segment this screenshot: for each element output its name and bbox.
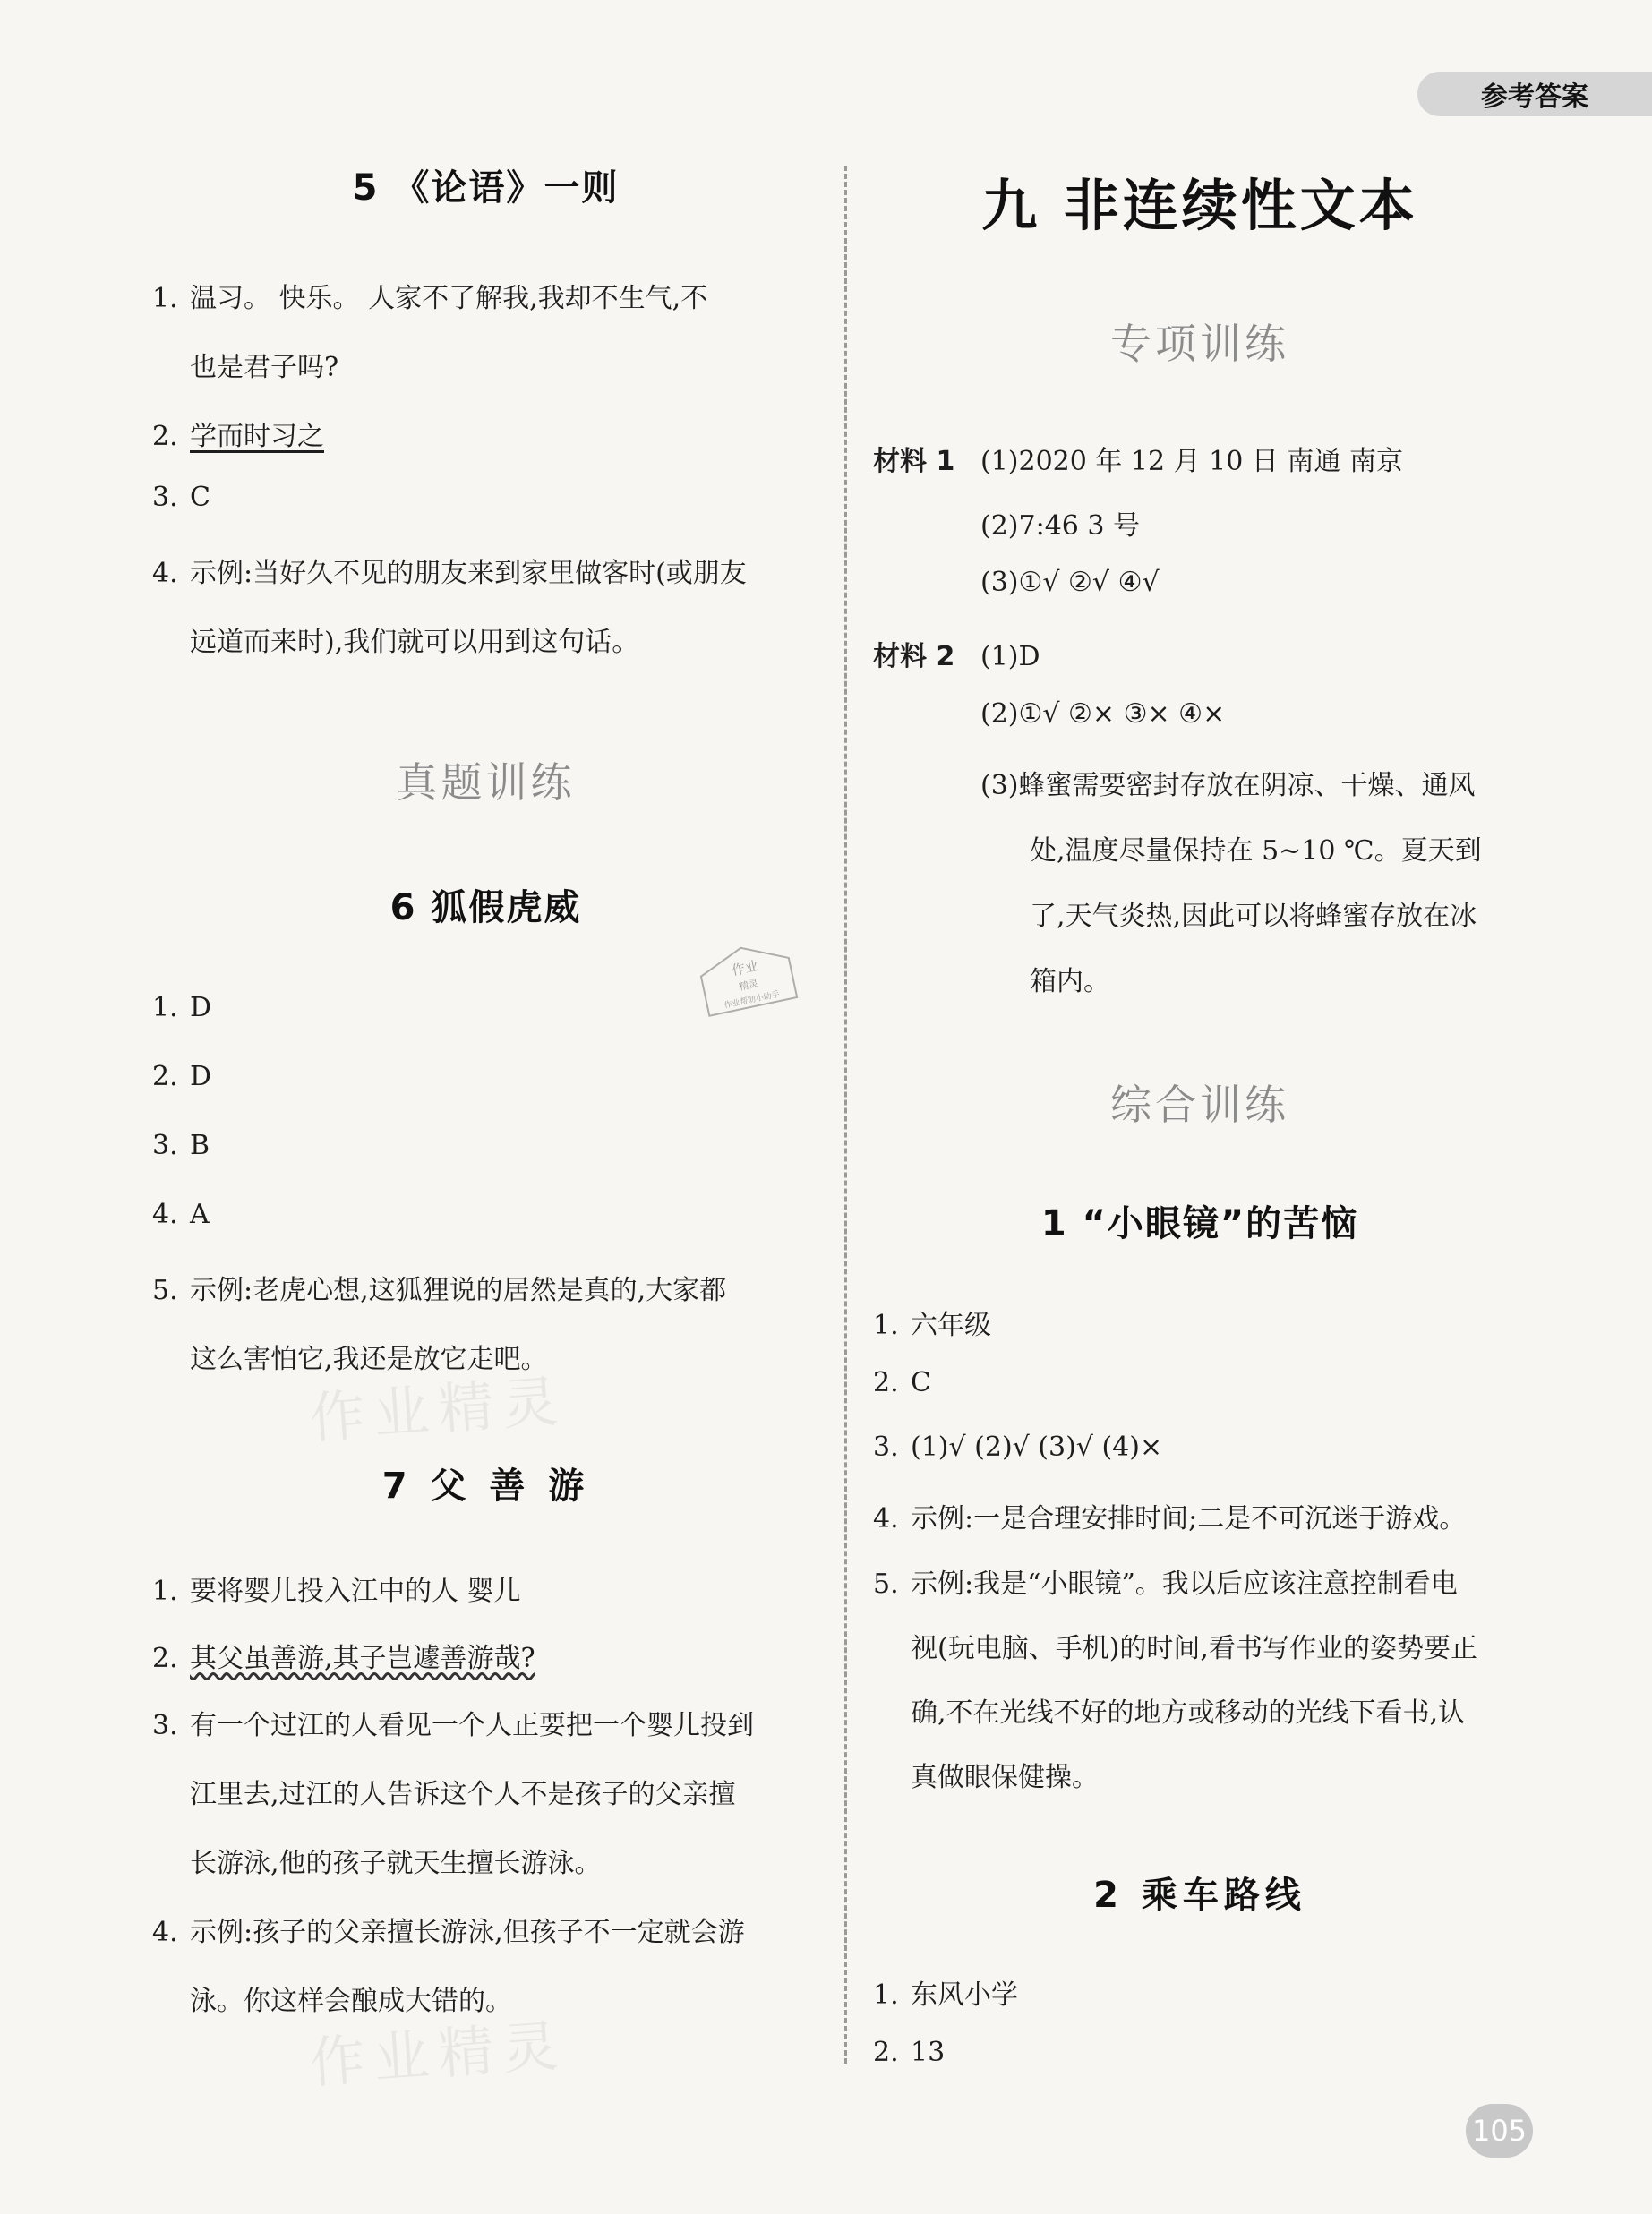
list-item: 2. C [873, 1367, 931, 1398]
watermark-text: 作业精灵 [307, 2013, 569, 2096]
list-item-cont: 远道而来时),我们就可以用到这句话。 [190, 627, 639, 658]
svg-text:作业: 作业 [730, 957, 760, 979]
section-title-7: 7 父 善 游 [381, 1466, 590, 1507]
list-item: 4. 示例:一是合理安排时间;二是不可沉迷于游戏。 [873, 1503, 1467, 1534]
list-item: 1. 温习。 快乐。 人家不了解我,我却不生气,不 [152, 283, 708, 314]
section-title-1: 1 “小眼镜”的苦恼 [1040, 1203, 1359, 1244]
list-item-cont: 视(玩电脑、手机)的时间,看书写作业的姿势要正 [911, 1633, 1477, 1664]
section-title-2: 2 乘车路线 [1093, 1875, 1306, 1916]
unit-title: 九 非连续性文本 [981, 173, 1418, 238]
list-item-cont: 泳。你这样会酿成大错的。 [190, 1986, 512, 2017]
section-title-5: 5 《论语》一则 [352, 167, 620, 209]
material-2-line: 处,温度尽量保持在 5~10 ℃。夏天到 [1030, 835, 1482, 867]
list-item: 3. (1)√ (2)√ (3)√ (4)× [873, 1432, 1163, 1463]
section-title-6: 6 狐假虎威 [389, 887, 582, 928]
answer-key-tab: 参考答案 [1417, 72, 1652, 116]
section-heading-zonghe: 综合训练 [1110, 1081, 1289, 1129]
material-2-line: (2)①√ ②× ③× ④× [980, 698, 1226, 730]
material-1-line: (3)①√ ②√ ④√ [980, 567, 1160, 598]
watermark-text: 作业精灵 [307, 1368, 569, 1451]
list-item: 3. 有一个过江的人看见一个人正要把一个婴儿投到 [152, 1710, 754, 1741]
list-item: 4. 示例:当好久不见的朋友来到家里做客时(或朋友 [152, 558, 747, 589]
list-item: 1. D [152, 992, 212, 1023]
material-2-line: 箱内。 [1030, 966, 1110, 997]
watermark-stamp-logo [678, 927, 817, 1032]
list-item: 5. 示例:老虎心想,这狐狸说的居然是真的,大家都 [152, 1275, 727, 1306]
list-item-cont: 真做眼保健操。 [911, 1762, 1099, 1793]
list-item: 2. 13 [873, 2037, 946, 2068]
material-2-line: (3)蜂蜜需要密封存放在阴凉、干燥、通风 [980, 770, 1476, 801]
list-item-cont: 江里去,过江的人告诉这个人不是孩子的父亲擅 [190, 1779, 736, 1810]
list-item: 1. 要将婴儿投入江中的人 婴儿 [152, 1576, 521, 1607]
list-item: 2. D [152, 1061, 212, 1092]
list-item-cont: 这么害怕它,我还是放它走吧。 [190, 1344, 548, 1375]
list-item: 5. 示例:我是“小眼镜”。我以后应该注意控制看电 [873, 1569, 1458, 1600]
list-item: 3. B [152, 1130, 210, 1161]
column-divider [844, 166, 847, 2064]
list-item: 2. 其父虽善游,其子岂遽善游哉? [152, 1643, 535, 1674]
svg-text:作业帮助小助手: 作业帮助小助手 [723, 990, 781, 1011]
svg-text:精灵: 精灵 [738, 977, 760, 994]
material-2-line: 了,天气炎热,因此可以将蜂蜜存放在冰 [1030, 901, 1477, 932]
material-1-line: 材料 1 (1)2020 年 12 月 10 日 南通 南京 [873, 446, 1403, 477]
list-item-cont: 确,不在光线不好的地方或移动的光线下看书,认 [911, 1697, 1466, 1729]
section-heading-zhuanxiang: 专项训练 [1110, 320, 1289, 368]
page-number-badge: 105 [1466, 2104, 1533, 2158]
list-item-cont: 长游泳,他的孩子就天生擅长游泳。 [190, 1848, 602, 1879]
section-heading-zhenti: 真题训练 [396, 758, 576, 807]
list-item: 4. A [152, 1199, 210, 1230]
list-item: 4. 示例:孩子的父亲擅长游泳,但孩子不一定就会游 [152, 1917, 745, 1948]
list-item: 2. 学而时习之 [152, 421, 324, 452]
list-item: 1. 东风小学 [873, 1979, 1018, 2011]
list-item-cont: 也是君子吗? [190, 352, 339, 383]
list-item: 3. C [152, 482, 210, 513]
list-item: 1. 六年级 [873, 1310, 991, 1341]
material-2-line: 材料 2 (1)D [873, 641, 1040, 672]
material-1-line: (2)7:46 3 号 [980, 510, 1141, 542]
